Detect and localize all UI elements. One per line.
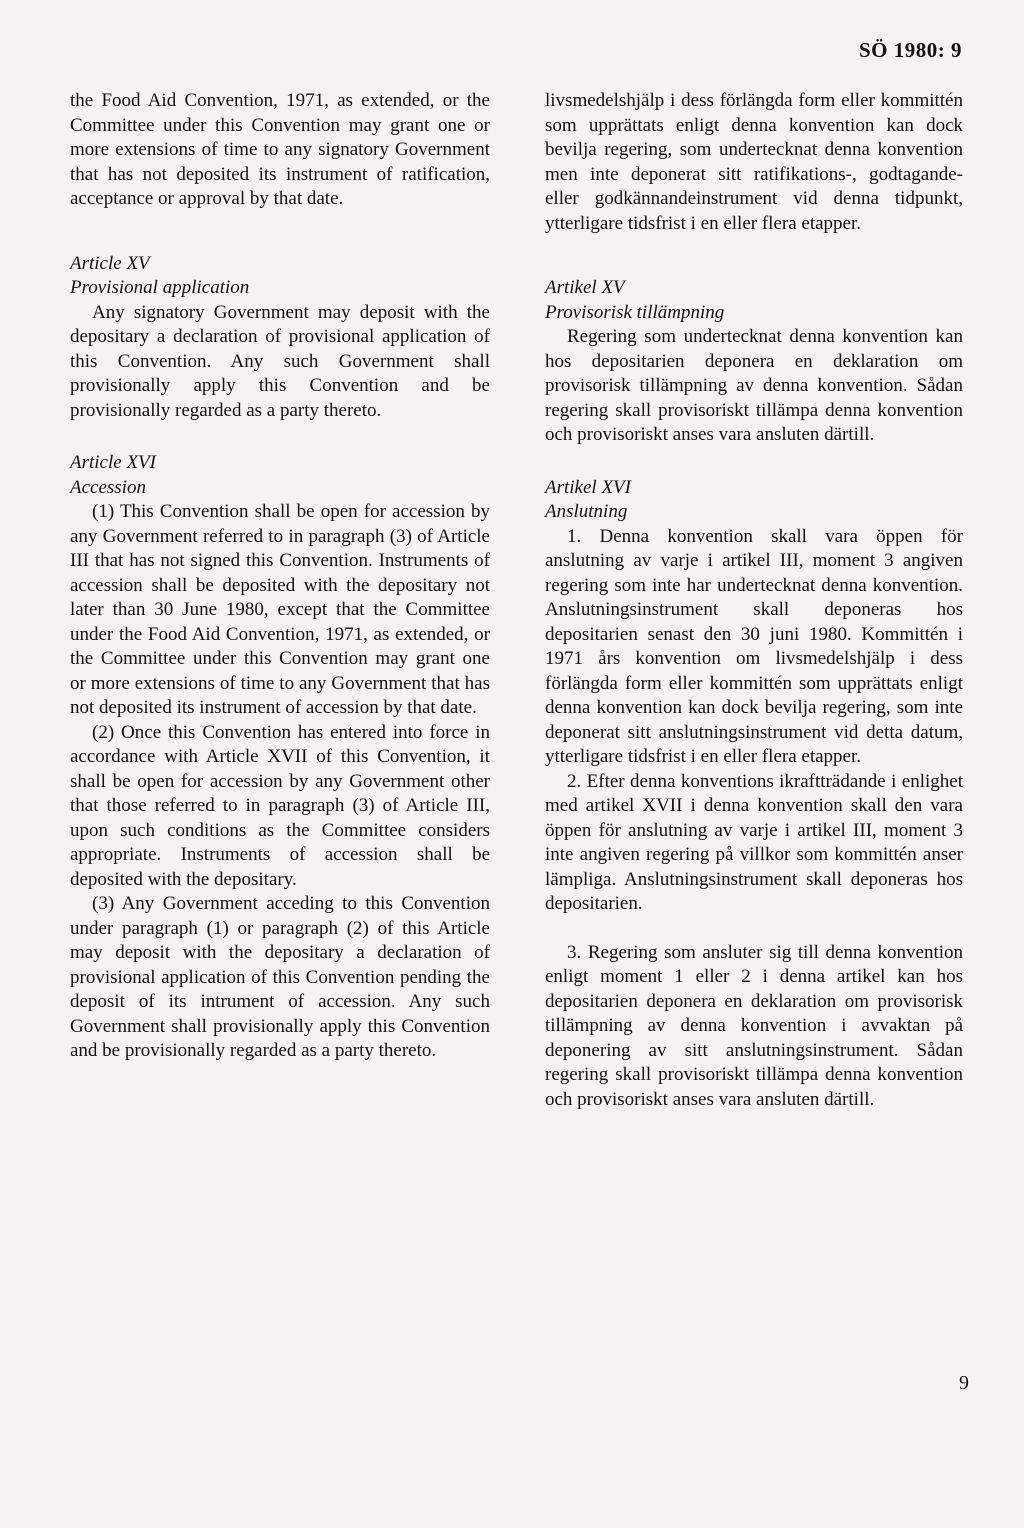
page-number: 9 [959, 1372, 969, 1394]
article-xv-en [70, 252, 490, 424]
paragraph-spacer [545, 917, 963, 941]
swedish-column [545, 89, 963, 1112]
article-xvi-en [70, 451, 490, 1064]
article-paragraph: 1. Denna konvention skall vara öppen för anslutning av varje i artikel III, moment 3 angiven regering som inte har undertecknat denna konvention. Anslutningsinstrument skall deponeras hos depositarien senast den 30 juni 1980. Kommittén i 1971 års konvention om livsmedelshjälp i dess förlängda form eller kommittén som upprättats enligt denna konvention kan dock bevilja regering, som inte deponerat sitt anslutningsinstrument vid detta datum, ytterligare tidsfrist i en eller flera etapper. [545, 525, 963, 767]
article-title: Article XV [70, 252, 150, 274]
article-paragraph: 2. Efter denna konventions ikraftträdande i enlighet med artikel XVII i denna konvention skall den vara öppen för anslutning av varje i artikel III, moment 3 inte angiven regering på villkor som kommittén anser lämpliga. Anslutningsinstrument skall deponeras hos depositarien. [545, 770, 963, 914]
article-title: Artikel XVI [545, 476, 631, 498]
article-subtitle: Anslutning [545, 501, 628, 522]
article-paragraph: 3. Regering som ansluter sig till denna konvention enligt moment 1 eller 2 i denna artikel kan hos depositarien deponera en deklaration om provisorisk tillämpning av denna konvention i avvaktan på deponering av sitt anslutningsinstrument. Sådan regering skall provisoriskt tillämpa denna konvention och provisoriskt anses vara ansluten därtill. [545, 941, 963, 1110]
english-column [70, 89, 490, 1064]
document-reference: SÖ 1980: 9 [858, 38, 962, 62]
article-title: Artikel XV [545, 277, 625, 298]
article-subtitle: Provisorisk tillämpning [545, 301, 725, 323]
article-subtitle: Provisional application [70, 277, 250, 298]
article-title: Article XVI [70, 452, 156, 473]
article-xv-sv [545, 276, 963, 448]
intro-paragraph-en: the Food Aid Convention, 1971, as extended, or the Committee under this Convention may grant one or more extensions of time to any signatory Government that has not deposited its instrument of ratification, acceptance or approval by that date. [70, 90, 490, 209]
article-paragraph: (2) Once this Convention has entered into force in accordance with Article XVII of this Convention, it shall be open for accession by any Government other that those referred to in paragraph (3) of Article III, upon such conditions as the Committee considers appropriate. Instruments of accession shall be deposited with the depositary. [70, 721, 490, 890]
article-subtitle: Accession [70, 476, 146, 498]
article-paragraph: (1) This Convention shall be open for accession by any Government referred to in paragraph (3) of Article III that has not signed this Convention. Instruments of accession shall be deposited with the depositary not later than 30 June 1980, except that the Committee under the Food Aid Convention, 1971, as extended, or the Committee under this Convention may grant one or more extensions of time to any Government that has not deposited its instrument of accession by that date. [70, 501, 490, 718]
article-paragraph: (3) Any Government acceding to this Convention under paragraph (1) or paragraph (2) of this Article may deposit with the depositary a declaration of provisional application of this Convention pending the deposit of its intrument of accession. Any such Government shall provisionally apply this Convention and be provisionally regarded as a party thereto. [70, 893, 490, 1061]
article-paragraph: Regering som undertecknat denna konvention kan hos depositarien deponera en deklaration om provisorisk tillämpning av denna konvention. Sådan regering skall provisoriskt tillämpa denna konvention och provisoriskt anses vara ansluten därtill. [545, 326, 963, 445]
intro-paragraph-sv: livsmedelshjälp i dess förlängda form eller kommittén som upprättats enligt denna konvention kan dock bevilja regering, som undertecknat denna konvention men inte deponerat sitt ratifikations-, godtagande- eller godkännandeinstrument vid denna tidpunkt, ytterligare tidsfrist i en eller flera etapper. [545, 90, 963, 234]
article-xvi-sv [545, 476, 963, 1113]
article-paragraph: Any signatory Government may deposit with the depositary a declaration of provisional application of this Convention. Any such Government shall provisionally apply this Convention and be provisionally regarded as a party thereto. [70, 301, 490, 421]
